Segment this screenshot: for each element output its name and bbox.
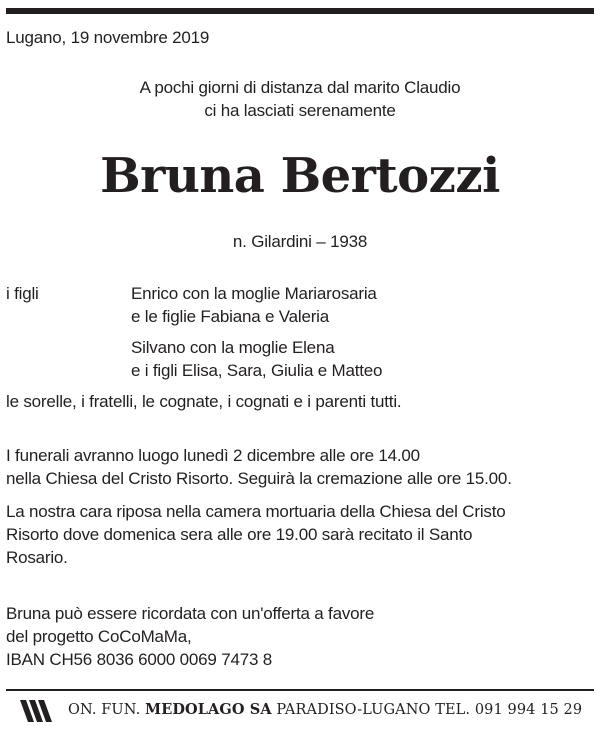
footer-prefix: ON. FUN. (68, 702, 141, 718)
phone-number: 091 994 15 29 (474, 702, 583, 718)
funeral-line: nella Chiesa del Cristo Risorto. Seguirà la cremazione alle ore 15.00. (6, 469, 512, 488)
bottom-rule (6, 689, 594, 691)
stripes-logo-icon (18, 698, 58, 724)
birth-info: n. Gilardini – 1938 (232, 232, 368, 251)
phone-label: TEL. (435, 702, 471, 718)
other-relatives: le sorelle, i fratelli, le cognate, i cognati e i parenti tutti. (6, 392, 402, 411)
company-name: MEDOLAGO SA (145, 701, 272, 718)
funeral-home-footer (6, 694, 594, 728)
place-date: Lugano, 19 novembre 2019 (6, 28, 210, 47)
mourner-line: e le figlie Fabiana e Valeria (131, 307, 330, 326)
top-rule (6, 8, 594, 14)
wake-line: Risorto dove domenica sera alle ore 19.00 sarà recitato il Santo (6, 525, 473, 544)
donation-info (6, 602, 374, 671)
wake-info (6, 500, 505, 569)
wake-line: Rosario. (6, 548, 68, 567)
mourner-line: Silvano con la moglie Elena (131, 338, 335, 357)
children-label: i figli (6, 284, 39, 303)
funeral-line: I funerali avranno luogo lunedì 2 dicembre alle ore 14.00 (6, 446, 420, 465)
funeral-home-text (68, 701, 582, 718)
donation-line: IBAN CH56 8036 6000 0069 7473 8 (6, 650, 273, 669)
deceased-name: Bruna Bertozzi (100, 148, 500, 204)
donation-line: del progetto CoCoMaMa, (6, 627, 192, 646)
wake-line: La nostra cara riposa nella camera mortuaria della Chiesa del Cristo (6, 502, 506, 521)
donation-line: Bruna può essere ricordata con un'offerta a favore (6, 604, 375, 623)
funeral-info (6, 444, 512, 490)
intro-line-1: A pochi giorni di distanza dal marito Claudio (139, 78, 461, 97)
mourner-line: Enrico con la moglie Mariarosaria (131, 284, 377, 303)
company-location: PARADISO-LUGANO (276, 702, 431, 718)
intro-line-2: ci ha lasciati serenamente (204, 101, 396, 120)
mourner-line: e i figli Elisa, Sara, Giulia e Matteo (131, 361, 383, 380)
